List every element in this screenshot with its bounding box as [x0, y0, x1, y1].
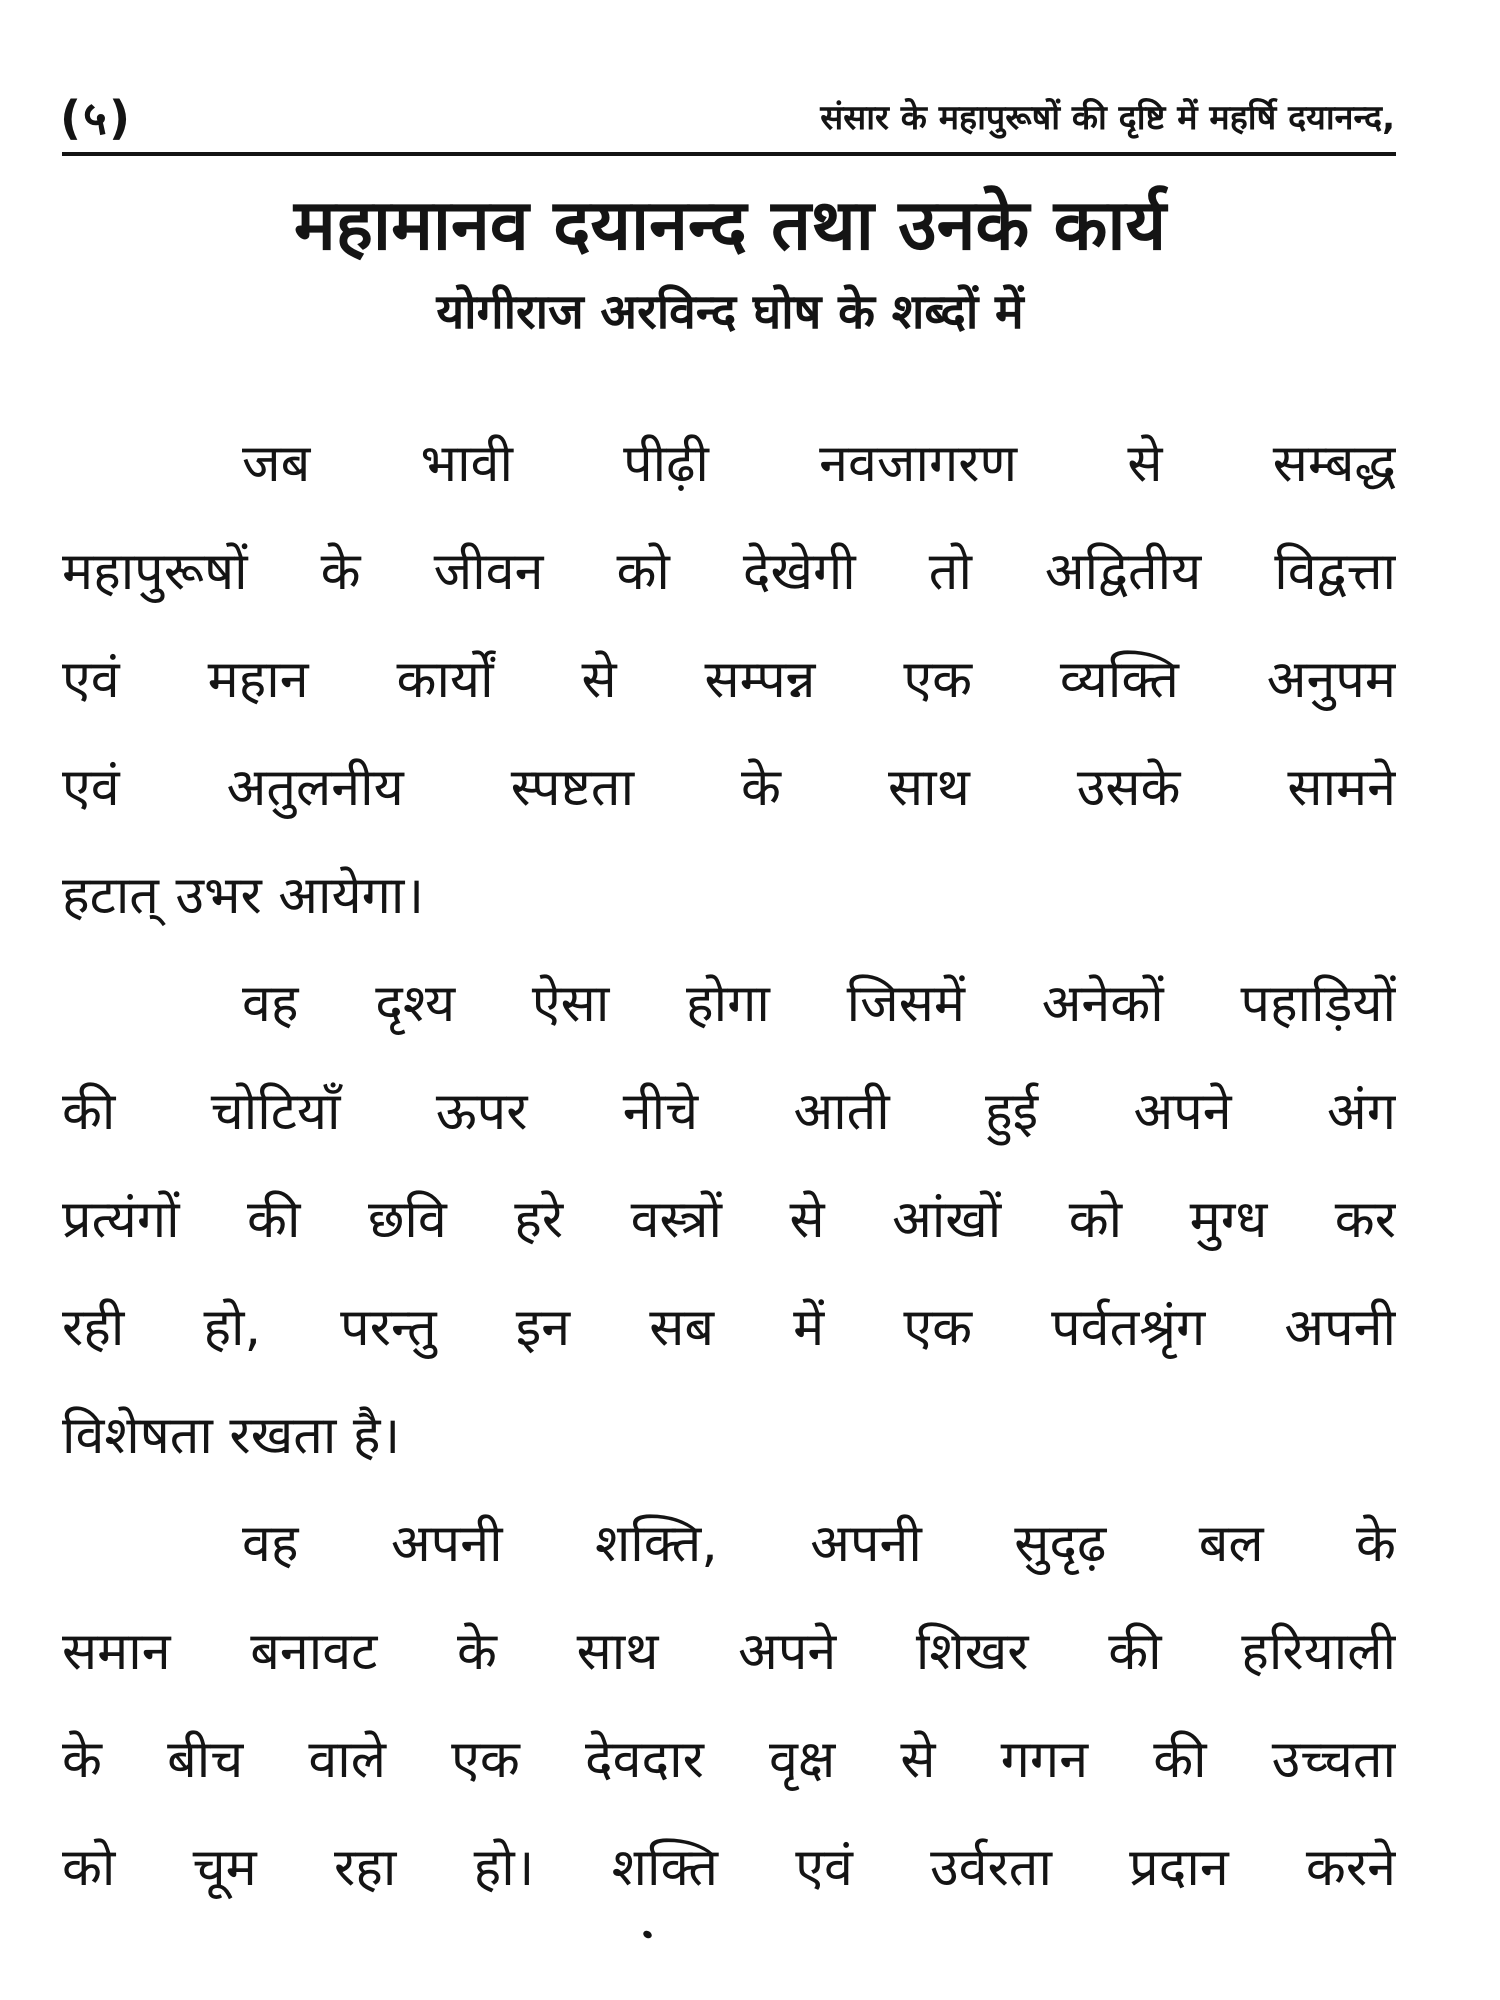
- paragraph-line: विशेषता रखता है।: [62, 1406, 401, 1466]
- chapter-title: महामानव दयानन्द तथा उनके कार्य: [293, 184, 1167, 266]
- paragraph-line: हटात् उभर आयेगा।: [62, 866, 425, 926]
- header-rule: [62, 152, 1396, 156]
- paragraph-line: एवं महान कार्यों से सम्पन्न एक व्यक्ति अनुपम: [62, 650, 1396, 710]
- body-text: [62, 410, 1396, 1922]
- page-header: [60, 88, 1395, 148]
- paragraph-line: वह अपनी शक्ति, अपनी सुदृढ़ बल के: [242, 1514, 1396, 1574]
- chapter-subtitle: योगीराज अरविन्द घोष के शब्दों में: [436, 284, 1024, 340]
- page-number: (५): [60, 91, 132, 145]
- paragraph-line: समान बनावट के साथ अपने शिखर की हरियाली: [62, 1622, 1396, 1682]
- paragraph-line: महापुरूषों के जीवन को देखेगी तो अद्वितीय विद्वत्ता: [62, 542, 1396, 602]
- ink-speck: [642, 1929, 653, 1940]
- paragraph-line: को चूम रहा हो। शक्ति एवं उर्वरता प्रदान करने: [62, 1838, 1396, 1898]
- paragraph-line: एवं अतुलनीय स्पष्टता के साथ उसके सामने: [62, 758, 1396, 818]
- running-title: संसार के महापुरूषों की दृष्टि में महर्षि दयानन्द,: [820, 98, 1395, 138]
- paragraph-line: वह दृश्य ऐसा होगा जिसमें अनेकों पहाड़ियों: [242, 974, 1396, 1034]
- paragraph-line: जब भावी पीढ़ी नवजागरण से सम्बद्ध: [242, 434, 1396, 494]
- paragraph-line: रही हो, परन्तु इन सब में एक पर्वतश्रृंग अपनी: [62, 1298, 1396, 1358]
- paragraph-line: की चोटियाँ ऊपर नीचे आती हुई अपने अंग: [62, 1082, 1396, 1142]
- paragraph-line: प्रत्यंगों की छवि हरे वस्त्रों से आंखों को मुग्ध कर: [62, 1190, 1396, 1250]
- paragraph-line: के बीच वाले एक देवदार वृक्ष से गगन की उच्चता: [62, 1730, 1396, 1790]
